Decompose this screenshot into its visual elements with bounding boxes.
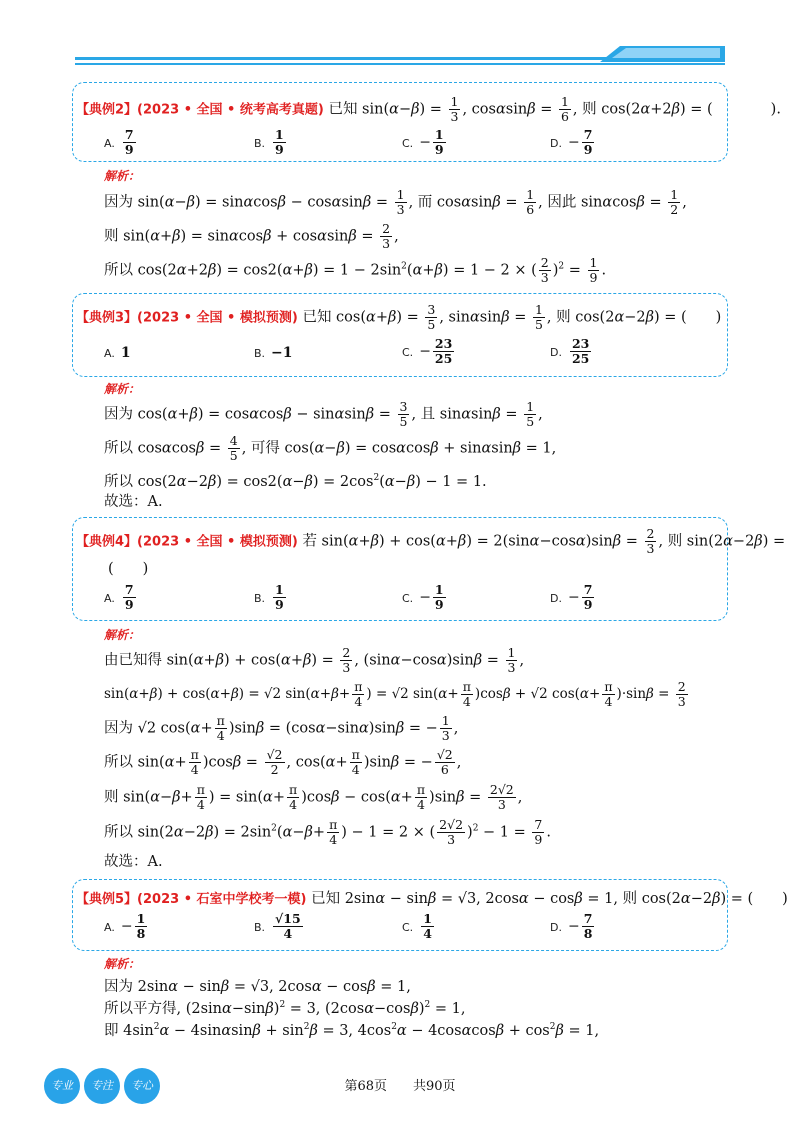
solution-line: 所以 $\cos(2\alpha+2\beta) = \cos 2(\alpha+\beta) = 1 - 2\sin^2(\alpha+\beta) = 1 - 2$ × ( $\frac{2}{3}$ )$^2$ = $\frac{1}{9}$ . bbox=[104, 255, 607, 285]
example-5-stem: 【典例5】(2023 • 石室中学校考一模) 已知 2sinα − sinβ = √3, 2cosα − cosβ = 1, 则 cos(2α−2β) = ( ) bbox=[76, 891, 788, 907]
solution-label: 解析： bbox=[104, 957, 141, 971]
option-a[interactable]: A. − $\frac{1}{8}$ bbox=[104, 911, 146, 941]
option-d[interactable]: D. − $\frac{7}{9}$ bbox=[550, 582, 593, 612]
solution-line: 所以 cosαcosβ = $\frac{4}{5}$ , 可得 cos(α−β) = cosαcosβ + sinαsinβ = 1, bbox=[104, 433, 557, 463]
solution-line: 所以平方得, $(2\sin\alpha-\sin\beta)^2 = 3$, $(2\cos\alpha-\cos\beta)^2 = 1$, bbox=[104, 1000, 466, 1017]
example-4-paren: ( ) bbox=[108, 561, 149, 577]
solution-line: 由已知得 sin(α+β) + cos(α+β) = $\frac{2}{3}$ , (sinα−cosα)sinβ = $\frac{1}{3}$ , bbox=[104, 645, 525, 675]
option-b[interactable]: B. $\frac{√15}{4}$ bbox=[254, 911, 301, 941]
solution-line: 所以 $\sin(2\alpha-2\beta) = 2\sin^2(\alpha-\beta+$ $\frac{\pi}{4}$ ) − 1 = 2 × ( $\frac{2√2}{3}$ )$^2$ − 1 = $\frac{7}{9}$ . bbox=[104, 817, 551, 847]
solution-line: 所以 $\cos(2\alpha-2\beta) = \cos 2(\alpha-\beta) = 2\cos^2(\alpha-\beta) - 1 = 1$. bbox=[104, 473, 487, 490]
example-2-stem: 【典例2】(2023 • 全国 • 统考高考真题) 已知 sin(α−β) = $\frac{1}{3}$ , cosαsinβ = $\frac{1}{6}$ , 则 cos(2α+2β) = ( ). bbox=[76, 94, 781, 124]
solution-label: 解析： bbox=[104, 169, 141, 183]
page-number: 第68页 共90页 bbox=[344, 1079, 456, 1094]
footer-badge: 专注 bbox=[84, 1068, 120, 1104]
option-d[interactable]: D. $\frac{23}{25}$ bbox=[550, 336, 590, 366]
answer-line: 故选：A. bbox=[104, 494, 163, 510]
option-b[interactable]: B. $\frac{1}{9}$ bbox=[254, 127, 284, 157]
solution-line: 因为 2sinα − sinβ = √3, 2cosα − cosβ = 1, bbox=[104, 979, 411, 995]
example-tag: 【典例2】 bbox=[76, 102, 138, 118]
answer-line: 故选：A. bbox=[104, 854, 163, 870]
solution-label: 解析： bbox=[104, 382, 141, 396]
option-d[interactable]: D. − $\frac{7}{8}$ bbox=[550, 911, 593, 941]
option-a[interactable]: A. $\frac{7}{9}$ bbox=[104, 127, 134, 157]
example-3-stem: 【典例3】(2023 • 全国 • 模拟预测) 已知 cos(α+β) = $\frac{3}{5}$ , sinαsinβ = $\frac{1}{5}$ , 则 cos(2α−2β) = ( ) bbox=[76, 302, 722, 332]
option-c[interactable]: C. $\frac{1}{4}$ bbox=[402, 911, 432, 941]
solution-line: sin(α+β) + cos(α+β) = √2 sin(α+β+ $\frac{\pi}{4}$ ) = √2 sin(α+ $\frac{\pi}{4}$ )cosβ + √2 cos(α+ $\frac{\pi}{4}$ )·sinβ = $\frac{2}{3}$ bbox=[104, 679, 686, 709]
option-c[interactable]: C. − $\frac{23}{25}$ bbox=[402, 336, 453, 366]
footer-badge: 专业 bbox=[44, 1068, 80, 1104]
solution-label: 解析： bbox=[104, 628, 141, 642]
solution-line: 所以 sin(α+ $\frac{\pi}{4}$ )cosβ = $\frac{√2}{2}$ , cos(α+ $\frac{\pi}{4}$ )sinβ = − $\frac{√2}{6}$ , bbox=[104, 747, 462, 777]
option-a[interactable]: A. $\frac{7}{9}$ bbox=[104, 582, 134, 612]
option-c[interactable]: C. − $\frac{1}{9}$ bbox=[402, 127, 444, 157]
solution-line: 因为 √2 cos(α+ $\frac{\pi}{4}$ )sinβ = (cosα−sinα)sinβ = − $\frac{1}{3}$ , bbox=[104, 713, 459, 743]
solution-line: 因为 cos(α+β) = cosαcosβ − sinαsinβ = $\frac{3}{5}$ , 且 sinαsinβ = $\frac{1}{5}$ , bbox=[104, 399, 543, 429]
header-decoration bbox=[0, 0, 800, 80]
solution-line: 则 sin(α−β+ $\frac{\pi}{4}$ ) = sin(α+ $\frac{\pi}{4}$ )cosβ − cos(α+ $\frac{\pi}{4}$ )sinβ = $\frac{2√2}{3}$ , bbox=[104, 782, 523, 812]
solution-line: 即 $4\sin^2\alpha - 4\sin\alpha\sin\beta + \sin^2\beta = 3$, $4\cos^2\alpha - 4\cos\alpha\cos\beta + \cos^2\beta = 1$, bbox=[104, 1022, 600, 1039]
option-a[interactable]: A. 1 bbox=[104, 345, 131, 361]
solution-line: 因为 sin(α−β) = sinαcosβ − cosαsinβ = $\frac{1}{3}$ , 而 cosαsinβ = $\frac{1}{6}$ , 因此 sinαcosβ = $\frac{1}{2}$ , bbox=[104, 187, 687, 217]
option-b[interactable]: B. −1 bbox=[254, 345, 293, 361]
option-c[interactable]: C. − $\frac{1}{9}$ bbox=[402, 582, 444, 612]
example-source: (2023 • 全国 • 统考高考真题) bbox=[137, 102, 324, 118]
solution-line: 则 sin(α+β) = sinαcosβ + cosαsinβ = $\frac{2}{3}$ , bbox=[104, 221, 399, 251]
example-4-stem: 【典例4】(2023 • 全国 • 模拟预测) 若 sin(α+β) + cos(α+β) = 2(sinα−cosα)sinβ = $\frac{2}{3}$ , 则 sin(2α−2β) = bbox=[76, 526, 786, 556]
option-d[interactable]: D. − $\frac{7}{9}$ bbox=[550, 127, 593, 157]
option-b[interactable]: B. $\frac{1}{9}$ bbox=[254, 582, 284, 612]
footer-badge: 专心 bbox=[124, 1068, 160, 1104]
